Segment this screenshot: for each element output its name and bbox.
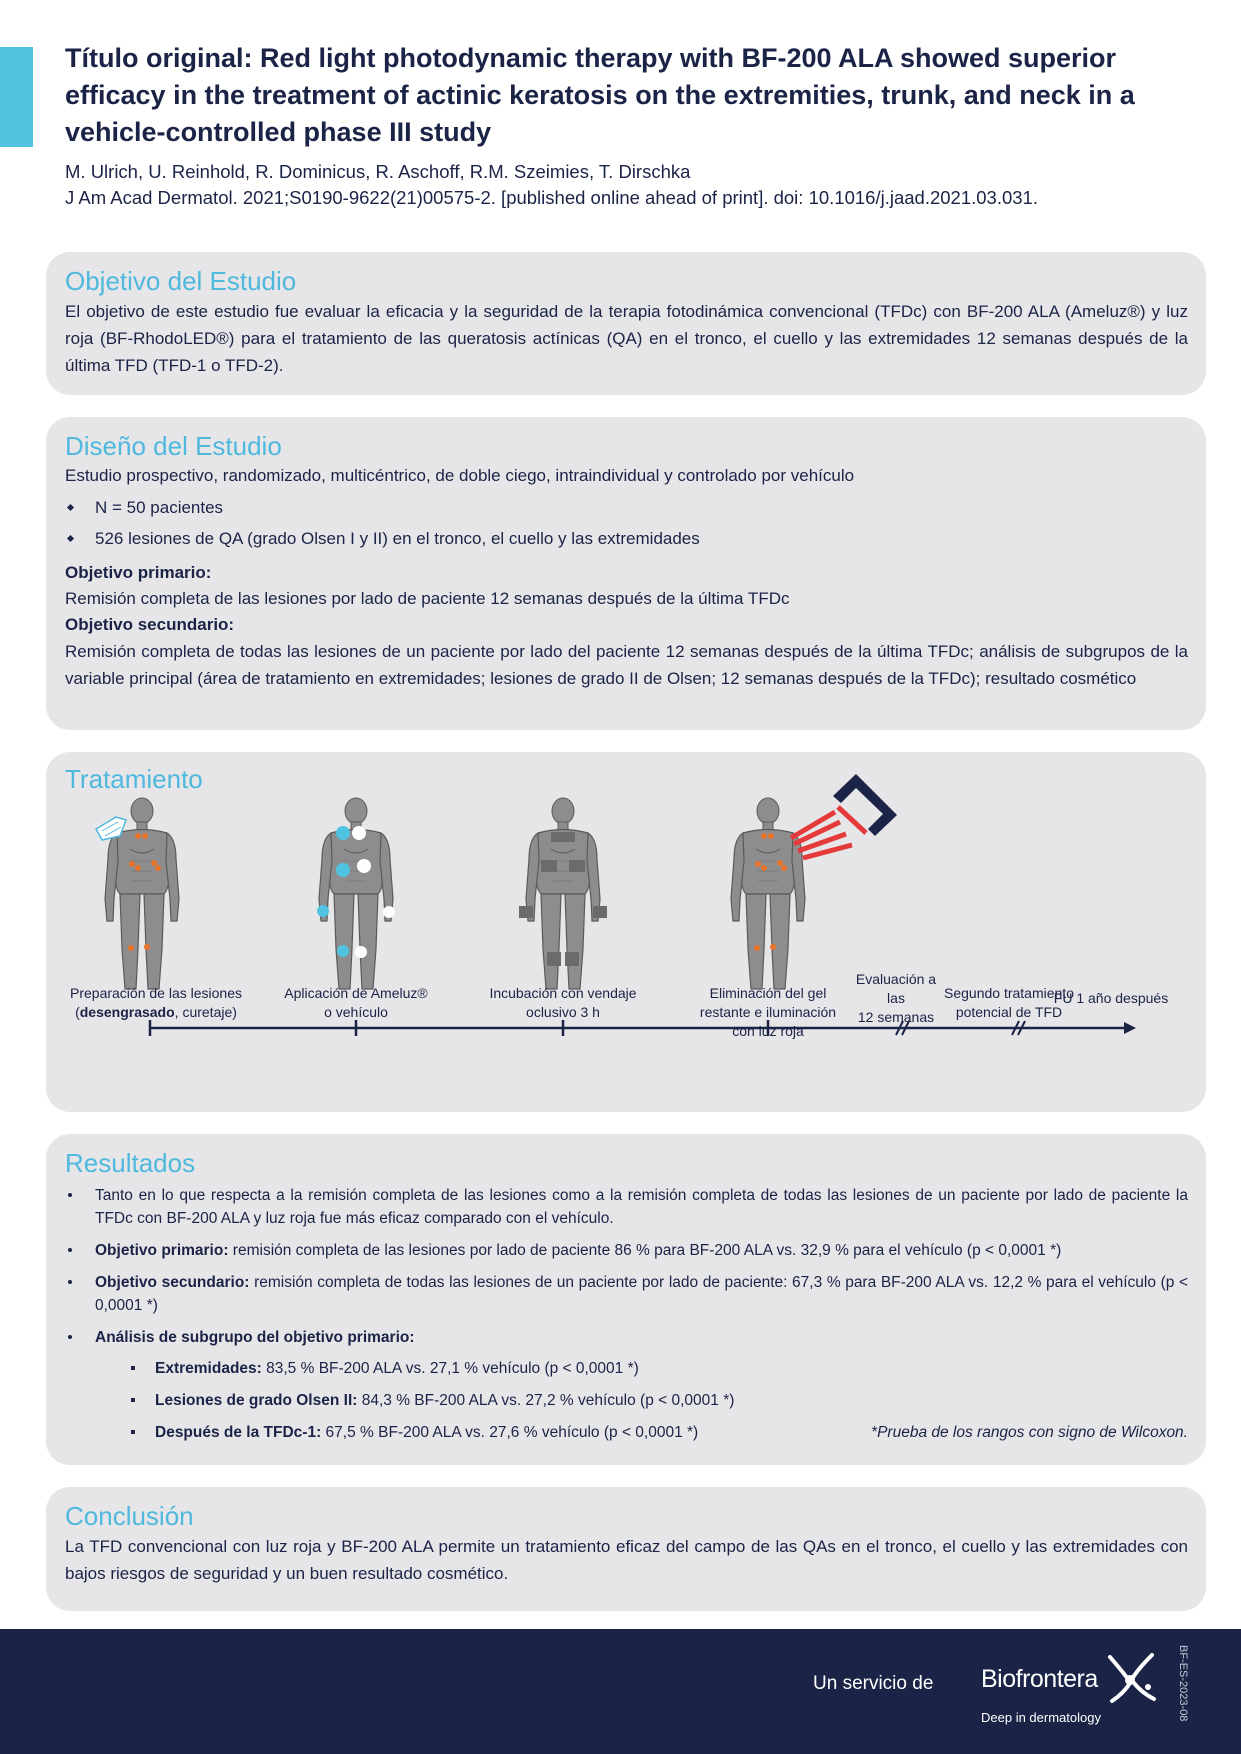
footer xyxy=(0,1629,1241,1754)
document-code: BF-ES-2023-08 xyxy=(1177,1645,1189,1722)
list-item: Objetivo primario: remisión completa de las lesiones por lado de paciente 86 % para BF-200 ALA vs. 32,9 % para el vehículo (p < 0,0001 *) xyxy=(65,1239,1188,1262)
page-title: Título original: Red light photodynamic therapy with BF-200 ALA showed superior efficacy in the treatment of actinic keratosis on the extremities, trunk, and neck in a vehicle-controlled phase III study xyxy=(65,43,1135,147)
list-item: N = 50 pacientes xyxy=(65,492,1188,523)
red-light-lamp-icon xyxy=(791,774,897,858)
follow-up-label: FU 1 año después xyxy=(1053,990,1169,1006)
accent-bar xyxy=(0,47,33,147)
figure-illumination xyxy=(731,774,897,989)
design-bullets xyxy=(65,492,1188,554)
secondary-objective-text: Remisión completa de todas las lesiones de un paciente por lado del paciente 12 semanas después de la última TFDc; análisis de subgrupos de la variable principal (área de tratamiento en extremidades; lesiones de grado II de Olsen; 12 semanas después de la TFDc); resultado cosmético xyxy=(65,642,1188,688)
treatment-heading: Tratamiento xyxy=(65,764,203,794)
timeline-step-label: Incubación con vendaje oclusivo 3 h xyxy=(489,985,637,1020)
conclusion-text: La TFD convencional con luz roja y BF-200 ALA permite un tratamiento eficaz del campo de las QAs en el tronco, el cuello y las extremidades con bajos riesgos de seguridad y un buen resultado cosmético. xyxy=(65,1537,1188,1583)
design-heading: Diseño del Estudio xyxy=(65,431,282,461)
evaluation-label: Evaluación a las 12 semanas xyxy=(855,971,937,1025)
list-item: Extremidades: 83,5 % BF-200 ALA vs. 27,1 % vehículo (p < 0,0001 *) xyxy=(95,1357,1188,1380)
list-item: Lesiones de grado Olsen II: 84,3 % BF-200 ALA vs. 27,2 % vehículo (p < 0,0001 *) xyxy=(95,1389,1188,1412)
objective-heading: Objetivo del Estudio xyxy=(65,266,297,296)
list-item: Tanto en lo que respecta a la remisión completa de las lesiones como a la remisión completa de todas las lesiones de un paciente por lado de paciente la TFDc con BF-200 ALA y luz roja fue más eficaz comparado con el vehículo. xyxy=(65,1184,1188,1230)
tagline: Deep in dermatology xyxy=(981,1710,1101,1725)
objective-text: El objetivo de este estudio fue evaluar la eficacia y la seguridad de la terapia fotodinámica convencional (TFDc) con BF-200 ALA (Ameluz®) y luz roja (BF-RhodoLED®) para el tratamiento de las queratosis actínicas (QA) en el tronco, el cuello y las extremidades 12 semanas después de la última TFD (TFD-1 o TFD-2). xyxy=(65,302,1188,375)
results-list xyxy=(65,1184,1188,1444)
biofrontera-logo-icon xyxy=(1100,1649,1160,1709)
timeline-step-label: Eliminación del gel restante e iluminación con luz roja xyxy=(699,985,837,1039)
figure-incubation xyxy=(519,798,607,989)
subgroup-list xyxy=(95,1357,1188,1444)
list-item: Objetivo secundario: remisión completa de todas las lesiones de un paciente por lado de paciente: 67,3 % para BF-200 ALA vs. 12,2 % para el vehículo (p < 0,0001 *) xyxy=(65,1271,1188,1317)
conclusion-heading: Conclusión xyxy=(65,1501,194,1531)
figure-application xyxy=(317,798,395,989)
figure-preparation xyxy=(96,798,179,989)
conclusion-card xyxy=(46,1487,1206,1611)
timeline-step-label: Segundo tratamiento potencial de TFD xyxy=(944,985,1074,1020)
citation: J Am Acad Dermatol. 2021;S0190-9622(21)00575-2. [published online ahead of print]. doi: 10.1016/j.jaad.2021.03.031. xyxy=(65,187,1038,208)
design-card xyxy=(46,417,1206,730)
timeline-step-label: Aplicación de Ameluz® o vehículo xyxy=(284,985,428,1020)
service-text: Un servicio de xyxy=(813,1673,934,1694)
primary-objective-label: Objetivo primario: xyxy=(65,563,212,582)
primary-objective-text: Remisión completa de las lesiones por lado de paciente 12 semanas después de la última TFDc xyxy=(65,589,790,608)
treatment-card xyxy=(46,752,1206,1112)
list-item: Análisis de subgrupo del objetivo primario: Extremidades: 83,5 % BF-200 ALA vs. 27,1 % vehículo (p < 0,0001 *) Lesiones de grado Olsen II: 84,3 % BF-200 ALA vs. 27,2 % vehículo (p < 0,0001 *) Después de la TFDc-1: 67,5 % BF-200 ALA vs. 27,6 % vehículo (p < 0,0001 *) *Prueba de los rangos con signo de Wilcoxon. xyxy=(65,1326,1188,1444)
list-item: Después de la TFDc-1: 67,5 % BF-200 ALA vs. 27,6 % vehículo (p < 0,0001 *) *Prueba de los rangos con signo de Wilcoxon. xyxy=(95,1421,1188,1444)
header xyxy=(65,40,1215,211)
design-intro: Estudio prospectivo, randomizado, multicéntrico, de doble ciego, intraindividual y controlado por vehículo xyxy=(65,466,855,485)
objective-card xyxy=(46,252,1206,395)
brand-logo-text: Biofrontera xyxy=(981,1665,1098,1693)
timeline-step-label: Preparación de las lesiones (desengrasado, curetaje) xyxy=(70,985,242,1020)
results-card xyxy=(46,1134,1206,1465)
results-heading: Resultados xyxy=(65,1148,196,1178)
list-item: 526 lesiones de QA (grado Olsen I y II) en el tronco, el cuello y las extremidades xyxy=(65,523,1188,554)
timeline xyxy=(150,1020,1136,1036)
authors: M. Ulrich, U. Reinhold, R. Dominicus, R. Aschoff, R.M. Szeimies, T. Dirschka xyxy=(65,161,691,182)
secondary-objective-label: Objetivo secundario: xyxy=(65,615,235,634)
treatment-diagram xyxy=(46,752,1206,1112)
timeline-arrow xyxy=(1124,1022,1136,1034)
footnote: *Prueba de los rangos con signo de Wilcoxon. xyxy=(871,1424,1188,1441)
